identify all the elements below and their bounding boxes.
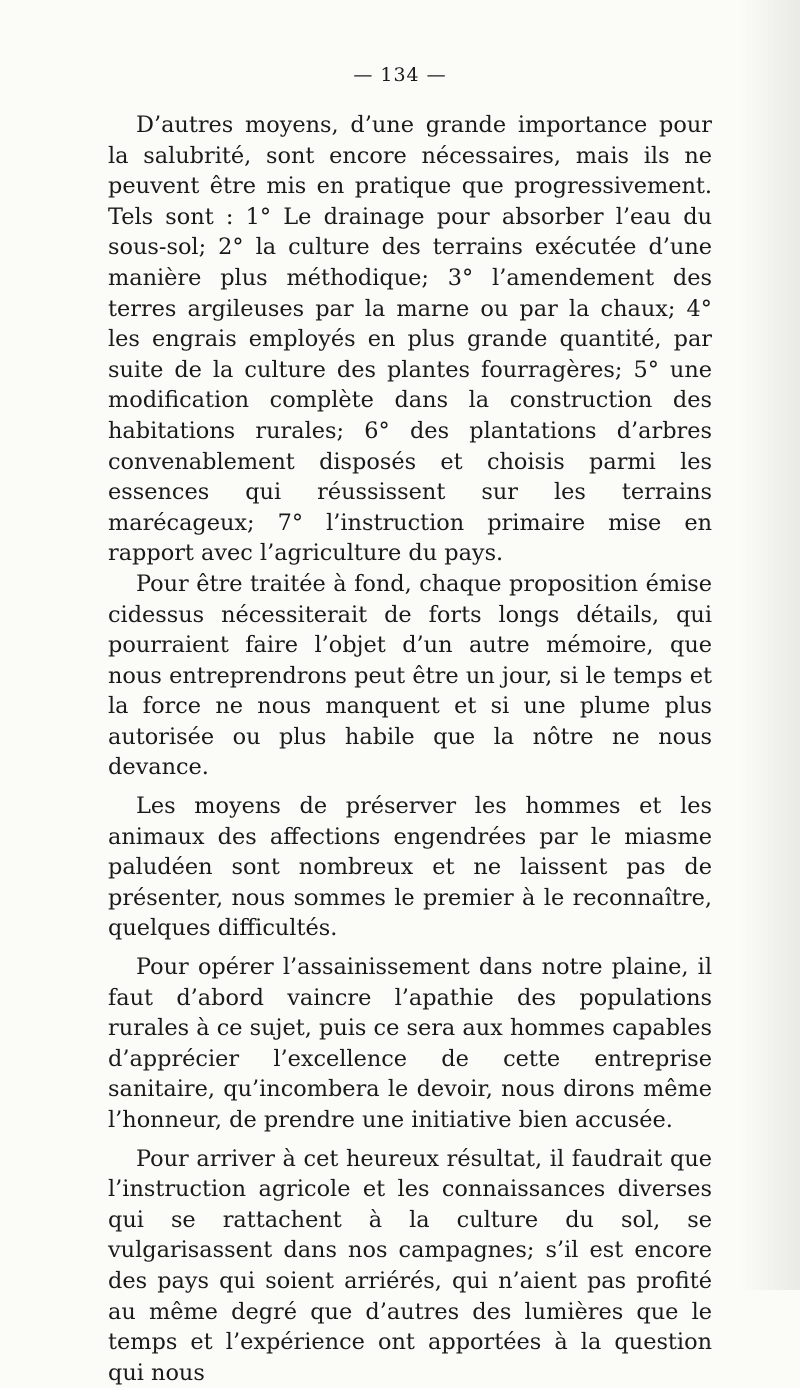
paragraph-3: Les moyens de préserver les hommes et les animaux des affections engendrées par le miasme paludéen sont nombreux et ne laissent pas de présenter, nous sommes le premier à le reconnaître, quelques difficultés. [108,793,712,942]
page-number: — 134 — [353,64,447,86]
page-body [108,110,712,1388]
paragraph-2: Pour être traitée à fond, chaque proposition émise cidessus nécessiterait de forts longs détails, qui pourraient faire l’objet d’un autre mémoire, que nous entreprendrons peut être un jour, si le temps et la force ne nous manquent et si une plume plus autorisée ou plus habile que la nôtre ne nous devance. [108,570,712,781]
paragraph-5: Pour arriver à cet heureux résultat, il faudrait que l’instruction agricole et les connaissances diverses qui se rattachent à la culture du sol, se vulgarisassent dans nos campagnes; s’il est encore des pays qui soient arriérés, qui n’aient pas profité au même degré que d’autres des lumières que le temps et l’expérience ont apportées à la question qui nous [108,1145,712,1386]
paragraph-1: D’autres moyens, d’une grande importance pour la salubrité, sont encore nécessaires, mais ils ne peuvent être mis en pratique que progressivement. Tels sont : 1° Le drainage pour absorber l’eau du sous-sol; 2° la culture des terrains exécutée d’une manière plus méthodique; 3° l’amendement des terres argileuses par la marne ou par la chaux; 4° les engrais employés en plus grande quantité, par suite de la culture des plantes fourragères; 5° une modification complète dans la construction des habitations rurales; 6° des plantations d’arbres convenablement disposés et choisis parmi les essences qui réussissent sur les terrains marécageux; 7° l’instruction primaire mise en rapport avec l’agriculture du pays. [108,112,712,567]
paragraph-4: Pour opérer l’assainissement dans notre plaine, il faut d’abord vaincre l’apathie des populations rurales à ce sujet, puis ce sera aux hommes capables d’apprécier l’excellence de cette entreprise sanitaire, qu’incombera le devoir, nous dirons même l’honneur, de prendre une initiative bien accusée. [108,954,712,1133]
page-edge-shadow [740,0,800,1290]
